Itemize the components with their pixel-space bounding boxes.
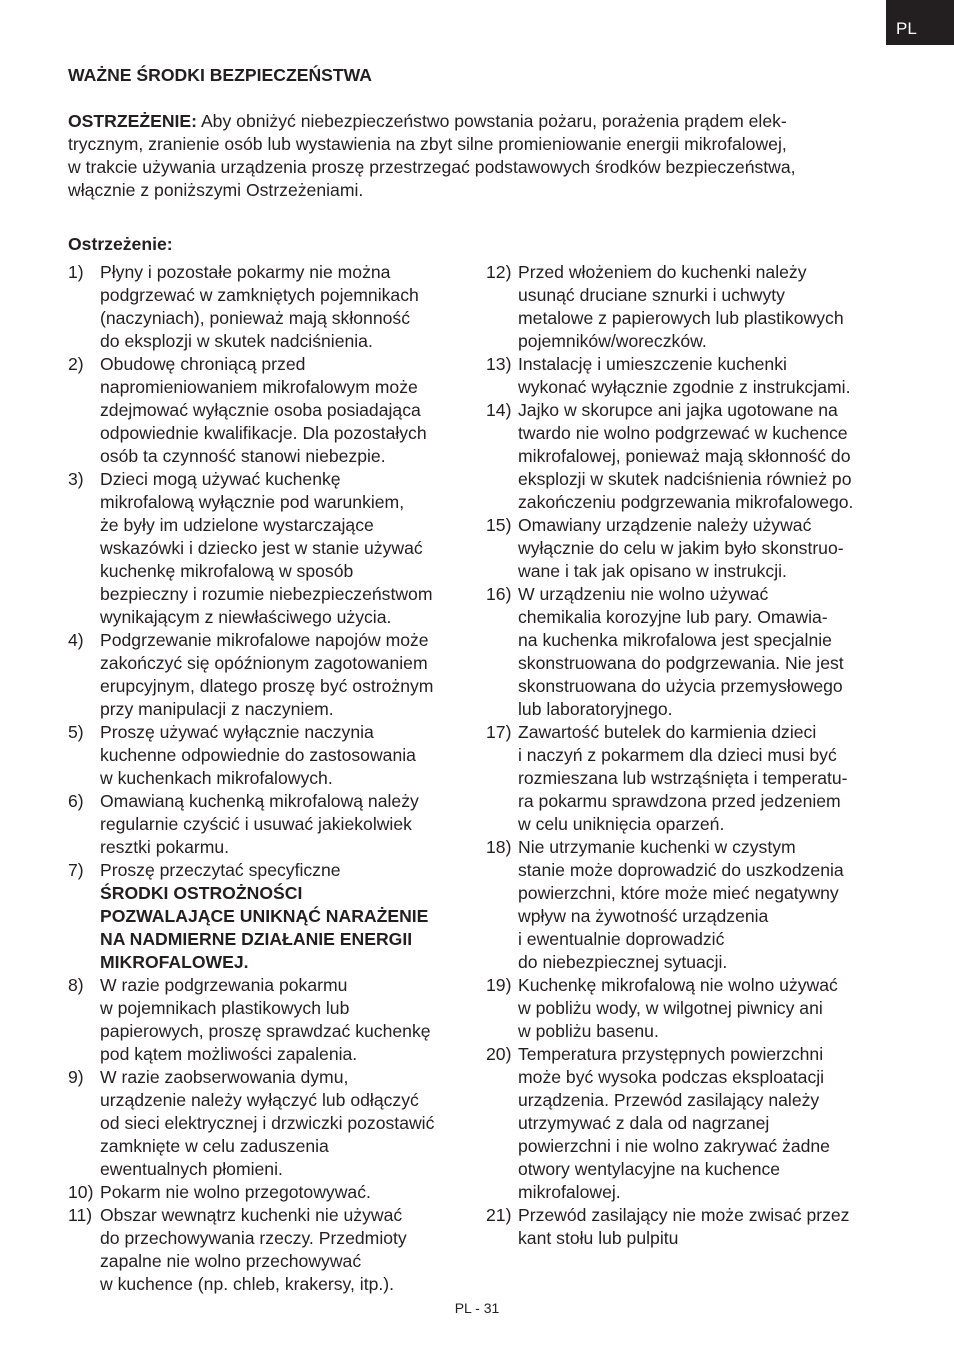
item-text-line: stanie może doprowadzić do uszkodzenia (518, 860, 844, 880)
item-text-line: powierzchni, które może mieć negatywny (518, 883, 839, 903)
item-text-line: NA NADMIERNE DZIAŁANIE ENERGII (100, 929, 413, 949)
language-tab: PL (886, 0, 954, 45)
item-text-line: ewentualnych płomieni. (100, 1159, 283, 1179)
item-text-line: napromieniowaniem mikrofalowym może (100, 377, 418, 397)
item-text-line: od sieci elektrycznej i drzwiczki pozostawić (100, 1113, 435, 1133)
list-item (486, 974, 896, 1043)
item-number: 5) (68, 722, 84, 742)
item-text-line: w pojemnikach plastikowych lub (100, 998, 350, 1018)
item-text-line: wykonać wyłącznie zgodnie z instrukcjami. (518, 377, 851, 397)
list-item (486, 261, 896, 353)
item-text-line: (naczyniach), ponieważ mają skłonność (100, 308, 410, 328)
item-text-line: że były im udzielone wystarczające (100, 515, 374, 535)
item-text-line: i naczyń z pokarmem dla dzieci musi być (518, 745, 837, 765)
item-text-line: zdejmować wyłącznie osoba posiadająca (100, 400, 421, 420)
warning-text: Aby obniżyć niebezpieczeństwo powstania pożaru, porażenia prądem elek- (197, 111, 787, 131)
item-number: 20) (486, 1044, 512, 1064)
item-text-line: twardo nie wolno podgrzewać w kuchence (518, 423, 848, 443)
item-number: 4) (68, 630, 84, 650)
list-item (486, 353, 896, 399)
item-number: 12) (486, 262, 512, 282)
item-text-line: osób ta czynność stanowi niebezpie. (100, 446, 386, 466)
item-text-line: Omawiany urządzenie należy używać (518, 515, 812, 535)
item-text-line: zapalne nie wolno przechowywać (100, 1251, 362, 1271)
item-text-line: bezpieczny i rozumie niebezpieczeństwom (100, 584, 433, 604)
item-text-line: wynikającym z niewłaściwego użycia. (100, 607, 392, 627)
item-text-line: zakończeniu podgrzewania mikrofalowego. (518, 492, 854, 512)
item-number: 9) (68, 1067, 84, 1087)
item-text-line: w pobliżu wody, w wilgotnej piwnicy ani (518, 998, 823, 1018)
item-text-line: w kuchenkach mikrofalowych. (100, 768, 333, 788)
item-text-line: erupcyjnym, dlatego proszę być ostrożnym (100, 676, 434, 696)
item-text-line: Temperatura przystępnych powierzchni (518, 1044, 824, 1064)
item-text-line: Obudowę chroniącą przed (100, 354, 306, 374)
item-text-line: kuchenne odpowiednie do zastosowania (100, 745, 416, 765)
list-item (68, 1066, 468, 1181)
warnings-list-left (68, 261, 468, 1296)
warning-first-line (68, 110, 898, 133)
list-item (486, 399, 896, 514)
item-text-line: Płyny i pozostałe pokarmy nie można (100, 262, 391, 282)
item-text-line: podgrzewać w zamkniętych pojemnikach (100, 285, 419, 305)
item-number: 2) (68, 354, 84, 374)
item-text-line: w pobliżu basenu. (518, 1021, 659, 1041)
item-text-line: usunąć druciane sznurki i uchwyty (518, 285, 785, 305)
item-text-line: otwory wentylacyjne na kuchence (518, 1159, 781, 1179)
item-text-line: lub laboratoryjnego. (518, 699, 673, 719)
item-text-line: W razie zaobserwowania dymu, (100, 1067, 349, 1087)
list-item (68, 974, 468, 1066)
section-heading: WAŻNE ŚRODKI BEZPIECZEŃSTWA (68, 65, 372, 85)
item-text-line: utrzymywać z dala od nagrzanej (518, 1113, 770, 1133)
list-item (68, 629, 468, 721)
warning-line: włącznie z poniższymi Ostrzeżeniami. (68, 180, 364, 200)
item-number: 19) (486, 975, 512, 995)
item-text-line: metalowe z papierowych lub plastikowych (518, 308, 844, 328)
item-text-line: skonstruowana do podgrzewania. Nie jest (518, 653, 844, 673)
warning-line: trycznym, zranienie osób lub wystawienia na zbyt silne promieniowanie energii mikrofalowej, (68, 134, 787, 154)
warning-paragraph (68, 110, 898, 202)
item-text-line: eksplozji w skutek nadciśnienia również po (518, 469, 852, 489)
list-item (68, 261, 468, 353)
item-number: 7) (68, 860, 84, 880)
item-text-line: pod kątem możliwości zapalenia. (100, 1044, 358, 1064)
list-item (486, 1204, 896, 1250)
item-text-line: Jajko w skorupce ani jajka ugotowane na (518, 400, 838, 420)
item-text-line: mikrofalowej. (518, 1182, 621, 1202)
item-number: 13) (486, 354, 512, 374)
item-text-line: do eksplozji w skutek nadciśnienia. (100, 331, 373, 351)
item-number: 11) (68, 1205, 93, 1225)
item-number: 3) (68, 469, 84, 489)
item-text-line: Przed włożeniem do kuchenki należy (518, 262, 807, 282)
item-text-line: kant stołu lub pulpitu (518, 1228, 679, 1248)
item-text-line: rozmieszana lub wstrząśnięta i temperatu- (518, 768, 848, 788)
item-number: 17) (486, 722, 512, 742)
item-text-line: regularnie czyścić i usuwać jakiekolwiek (100, 814, 412, 834)
warnings-subheading: Ostrzeżenie: (68, 234, 173, 254)
item-number: 18) (486, 837, 512, 857)
item-text-line: papierowych, proszę sprawdzać kuchenkę (100, 1021, 431, 1041)
item-text-line: urządzenia. Przewód zasilający należy (518, 1090, 820, 1110)
item-text-line: Zawartość butelek do karmienia dzieci (518, 722, 817, 742)
item-text-line: wskazówki i dziecko jest w stanie używać (100, 538, 423, 558)
item-text-line: mikrofalowej, ponieważ mają skłonność do (518, 446, 851, 466)
item-text-line: MIKROFALOWEJ. (100, 952, 249, 972)
item-text-line: do niebezpiecznej sytuacji. (518, 952, 728, 972)
warning-line: w trakcie używania urządzenia proszę przestrzegać podstawowych środków bezpieczeństwa, (68, 157, 796, 177)
list-item (68, 1181, 468, 1204)
list-item (486, 836, 896, 974)
item-text-line: Dzieci mogą używać kuchenkę (100, 469, 341, 489)
list-item (486, 1043, 896, 1204)
item-text-line: kuchenkę mikrofalową w sposób (100, 561, 354, 581)
item-text-line: Podgrzewanie mikrofalowe napojów może (100, 630, 429, 650)
warning-label: OSTRZEŻENIE: (68, 111, 198, 131)
item-text-line: W razie podgrzewania pokarmu (100, 975, 348, 995)
item-text-line: przy manipulacji z naczyniem. (100, 699, 334, 719)
item-text-line: Obszar wewnątrz kuchenki nie używać (100, 1205, 403, 1225)
item-text-line: Proszę przeczytać specyficzne (100, 860, 341, 880)
list-item (68, 721, 468, 790)
item-text-line: w celu uniknięcia oparzeń. (518, 814, 725, 834)
item-text-line: odpowiednie kwalifikacje. Dla pozostałych (100, 423, 427, 443)
page-number: PL - 31 (454, 1300, 500, 1316)
item-text-line: Kuchenkę mikrofalową nie wolno używać (518, 975, 838, 995)
item-number: 8) (68, 975, 84, 995)
item-number: 14) (486, 400, 512, 420)
list-item (486, 583, 896, 721)
item-number: 21) (486, 1205, 512, 1225)
item-text-line: pojemników/woreczków. (518, 331, 707, 351)
item-text-line: urządzenie należy wyłączyć lub odłączyć (100, 1090, 419, 1110)
item-text-line: skonstruowana do użycia przemysłowego (518, 676, 843, 696)
item-number: 15) (486, 515, 512, 535)
item-text-line: Przewód zasilający nie może zwisać przez (518, 1205, 850, 1225)
warnings-list-right (486, 261, 896, 1250)
item-text-line: i ewentualnie doprowadzić (518, 929, 725, 949)
item-text-line: powierzchni i nie wolno zakrywać żadne (518, 1136, 830, 1156)
item-number: 1) (68, 262, 84, 282)
item-text-line: Pokarm nie wolno przegotowywać. (100, 1182, 371, 1202)
list-item (486, 721, 896, 836)
list-item (68, 790, 468, 859)
item-text-line: w kuchence (np. chleb, krakersy, itp.). (100, 1274, 394, 1294)
item-text-line: może być wysoka podczas eksploatacji (518, 1067, 825, 1087)
item-text-line: zakończyć się opóźnionym zagotowaniem (100, 653, 428, 673)
item-text-line: W urządzeniu nie wolno używać (518, 584, 769, 604)
item-number: 10) (68, 1182, 94, 1202)
list-item (68, 1204, 468, 1296)
list-item (486, 514, 896, 583)
item-text-line: wane i tak jak opisano w instrukcji. (518, 561, 787, 581)
item-text-line: na kuchenka mikrofalowa jest specjalnie (518, 630, 832, 650)
list-item (68, 353, 468, 468)
list-item (68, 468, 468, 629)
item-text-line: Nie utrzymanie kuchenki w czystym (518, 837, 796, 857)
item-text-line: zamknięte w celu zaduszenia (100, 1136, 329, 1156)
item-text-line: POZWALAJĄCE UNIKNĄĆ NARAŻENIE (100, 906, 429, 926)
item-text-line: Instalację i umieszczenie kuchenki (518, 354, 787, 374)
item-text-line: wyłącznie do celu w jakim było skonstruo- (518, 538, 844, 558)
item-text-line: resztki pokarmu. (100, 837, 230, 857)
item-number: 16) (486, 584, 512, 604)
item-text-line: chemikalia korozyjne lub pary. Omawia- (518, 607, 828, 627)
item-text-line: do przechowywania rzeczy. Przedmioty (100, 1228, 407, 1248)
item-text-line: wpływ na żywotność urządzenia (518, 906, 769, 926)
item-text-line: Proszę używać wyłącznie naczynia (100, 722, 374, 742)
item-text-line: mikrofalową wyłącznie pod warunkiem, (100, 492, 405, 512)
item-number: 6) (68, 791, 84, 811)
list-item (68, 859, 468, 974)
item-text-line: ra pokarmu sprawdzona przed jedzeniem (518, 791, 841, 811)
item-text-line: Omawianą kuchenką mikrofalową należy (100, 791, 419, 811)
item-text-line: ŚRODKI OSTROŻNOŚCI (100, 883, 303, 903)
